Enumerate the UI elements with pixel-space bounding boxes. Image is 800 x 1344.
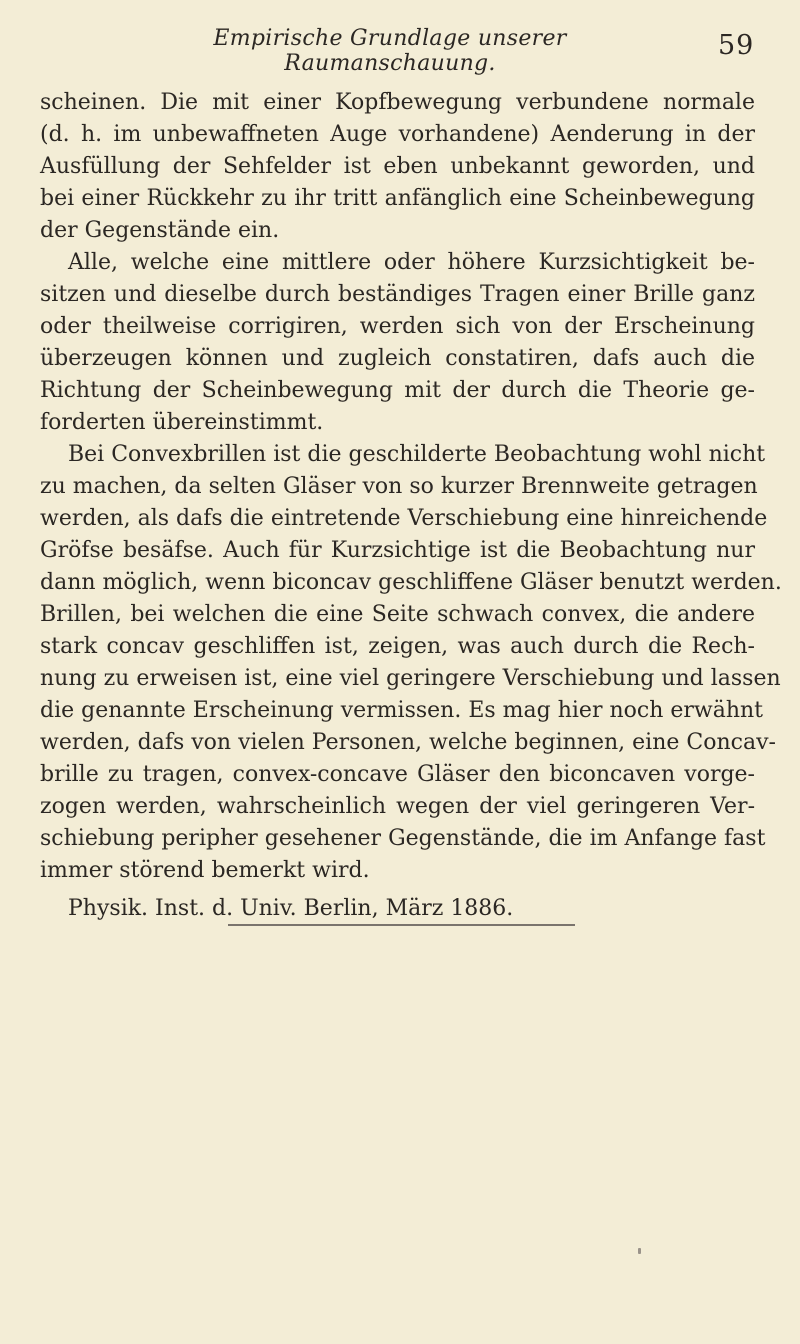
text-line: oder theilweise corrigiren, werden sich von der Erscheinung xyxy=(40,314,755,339)
page-number: 59 xyxy=(718,30,755,61)
text-line: Ausfüllung der Sehfelder ist eben unbekannt geworden, und xyxy=(40,154,755,179)
text-line: Brillen, bei welchen die eine Seite schwach convex, die andere xyxy=(40,602,755,627)
end-rule xyxy=(228,924,575,926)
text-line: scheinen. Die mit einer Kopfbewegung verbundene normale xyxy=(40,90,755,115)
text-line: der Gegenstände ein. xyxy=(40,218,280,243)
text-line: forderten übereinstimmt. xyxy=(40,410,324,435)
text-line: (d. h. im unbewaffneten Auge vorhandene) Aenderung in der xyxy=(40,122,755,147)
print-speck xyxy=(638,1248,641,1254)
text-line: zu machen, da selten Gläser von so kurzer Brennweite getragen xyxy=(40,474,758,499)
text-line: Gröfse besäfse. Auch für Kurzsichtige ist die Beobachtung nur xyxy=(40,538,755,563)
text-line: werden, dafs von vielen Personen, welche beginnen, eine Concav- xyxy=(40,730,776,755)
paragraph-start-line: Alle, welche eine mittlere oder höhere Kurzsichtigkeit be- xyxy=(68,250,755,275)
text-line: Richtung der Scheinbewegung mit der durch die Theorie ge- xyxy=(40,378,755,403)
text-line: dann möglich, wenn biconcav geschliffene Gläser benutzt werden. xyxy=(40,570,782,595)
text-line: werden, als dafs die eintretende Verschiebung eine hinreichende xyxy=(40,506,768,531)
text-line: nung zu erweisen ist, eine viel geringere Verschiebung und lassen xyxy=(40,666,781,691)
paragraph-start-line: Bei Convexbrillen ist die geschilderte Beobachtung wohl nicht xyxy=(68,442,766,467)
text-line: immer störend bemerkt wird. xyxy=(40,858,370,883)
running-head: Empirische Grundlage unserer Raumanschauung. xyxy=(213,26,567,76)
text-line: brille zu tragen, convex-concave Gläser den biconcaven vorge- xyxy=(40,762,755,787)
body-text xyxy=(40,87,782,925)
text-line: stark concav geschliffen ist, zeigen, was auch durch die Rech- xyxy=(40,634,755,659)
text-line: sitzen und dieselbe durch beständiges Tragen einer Brille ganz xyxy=(40,282,755,307)
text-line: zogen werden, wahrscheinlich wegen der viel geringeren Ver- xyxy=(40,794,755,819)
text-line: die genannte Erscheinung vermissen. Es mag hier noch erwähnt xyxy=(40,698,764,723)
text-line: schiebung peripher gesehener Gegenstände, die im Anfange fast xyxy=(40,826,766,851)
text-line: überzeugen können und zugleich constatiren, dafs auch die xyxy=(40,346,755,371)
signature-line: Physik. Inst. d. Univ. Berlin, März 1886. xyxy=(68,896,514,921)
text-line: bei einer Rückkehr zu ihr tritt anfänglich eine Scheinbewegung xyxy=(40,186,755,211)
